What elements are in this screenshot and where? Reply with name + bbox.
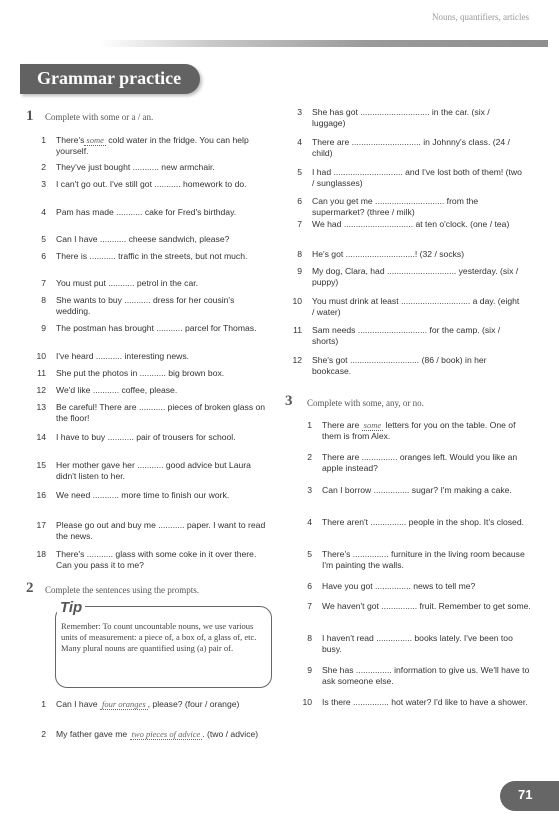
item-number: 1: [41, 135, 46, 145]
item-text: Pam has made ........... cake for Fred's birthday.: [56, 207, 237, 217]
item-number: 8: [307, 633, 312, 643]
running-head: Nouns, quantifiers, articles: [432, 12, 529, 22]
item-number: 9: [297, 266, 302, 276]
item-number: 15: [36, 460, 46, 470]
item-number: 10: [292, 296, 302, 306]
item-text-post: cold water in the fridge. You can help yourself.: [56, 135, 249, 157]
item-number: 3: [41, 179, 46, 189]
item-number: 9: [307, 665, 312, 675]
item-text: My dog, Clara, had ............................. yesterday. (six / puppy): [312, 266, 519, 288]
handwritten-answer: some: [86, 135, 104, 145]
item-text-pre: Can I have: [56, 699, 100, 709]
item-number: 3: [297, 107, 302, 117]
item-text: He's got .............................! (32 / socks): [312, 249, 465, 259]
item-number: 6: [41, 251, 46, 261]
item-number: 8: [41, 295, 46, 305]
item-text: We need ........... more time to finish our work.: [56, 490, 230, 500]
item-number: 11: [293, 325, 302, 335]
item-text: They've just bought ........... new armchair.: [56, 162, 215, 172]
section-number: 3: [285, 393, 293, 409]
item-number: 1: [41, 699, 46, 709]
item-text: Can you get me ............................. from the supermarket? (three / milk): [312, 196, 479, 218]
item-number: 10: [302, 697, 312, 707]
item-text: There aren't ............... people in the shop. It's closed.: [322, 517, 524, 527]
item-text: Have you got ............... news to tell me?: [322, 581, 476, 591]
item-text: There are ............................. in Johnny's class. (24 / child): [312, 137, 510, 159]
item-text: I can't go out. I've still got ........... homework to do.: [56, 179, 247, 189]
item-number: 5: [297, 167, 302, 177]
page-number: 71: [518, 787, 533, 802]
item-number: 12: [36, 385, 46, 395]
item-text: Can I have ........... cheese sandwich, please?: [56, 234, 230, 244]
page-number-tab: [500, 781, 559, 811]
item-number: 9: [41, 323, 46, 333]
item-text: The postman has brought ........... parcel for Thomas.: [56, 323, 257, 333]
item-number: 18: [36, 549, 46, 559]
item-text: There are ............... oranges left. Would you like an apple instead?: [322, 452, 518, 474]
item-text: You must drink at least ............................. a day. (eight / water): [312, 296, 520, 318]
item-number: 7: [307, 601, 312, 611]
item-number: 2: [307, 452, 312, 462]
item-number: 8: [297, 249, 302, 259]
page-title: Grammar practice: [37, 68, 182, 88]
item-text: I have to buy ........... pair of trousers for school.: [56, 432, 236, 442]
title-banner: [20, 64, 200, 94]
item-number: 7: [297, 219, 302, 229]
tip-text: Remember: To count uncountable nouns, we use various units of measurement: a piece of, a box of, a glass of, etc. Many plural nouns are quantified using (a) pair of.: [61, 621, 257, 653]
item-text: [56, 699, 268, 710]
item-number: 7: [41, 278, 46, 288]
item-text: You must put ........... petrol in the car.: [56, 278, 199, 288]
section-number: 1: [26, 108, 34, 124]
item-text: There's ........... glass with some coke in it over there. Can you pass it to me?: [56, 549, 257, 571]
item-text: She has got ............................. in the car. (six / luggage): [312, 107, 490, 129]
item-text-post: , please? (four / orange): [147, 699, 240, 709]
item-number: 2: [41, 729, 46, 739]
item-number: 6: [307, 581, 312, 591]
item-text: We had ............................. at ten o'clock. (one / tea): [312, 219, 510, 229]
section-number: 2: [26, 580, 34, 596]
section-instruction: Complete the sentences using the prompts.: [45, 585, 199, 595]
item-number: 13: [36, 402, 46, 412]
item-text: Please go out and buy me ........... paper. I want to read the news.: [56, 520, 266, 542]
item-text: I've heard ........... interesting news.: [56, 351, 189, 361]
item-text: Her mother gave her ........... good advice but Laura didn't listen to her.: [56, 460, 251, 482]
item-text: We'd like ........... coffee, please.: [56, 385, 178, 395]
item-text-pre: There are: [322, 420, 362, 430]
handwritten-answer: some: [363, 420, 382, 430]
item-number: 14: [36, 432, 46, 442]
item-text: Is there ............... hot water? I'd like to have a shower.: [322, 697, 528, 707]
section-instruction: Complete with some or a / an.: [45, 112, 154, 122]
item-text-pre: There's: [56, 135, 85, 145]
item-number: 10: [36, 351, 46, 361]
item-text: There's ............... furniture in the living room because I'm painting the walls.: [322, 549, 525, 571]
item-text: She has ............... information to give us. We'll have to ask someone else.: [322, 665, 530, 687]
item-number: 12: [292, 355, 302, 365]
item-text: There is ........... traffic in the streets, but not much.: [56, 251, 248, 261]
item-text: We haven't got ............... fruit. Remember to get some.: [322, 601, 531, 611]
item-text: Can I borrow ............... sugar? I'm making a cake.: [322, 485, 512, 495]
item-number: 2: [41, 162, 46, 172]
item-number: 1: [307, 420, 312, 430]
item-text: [56, 135, 268, 158]
item-number: 4: [41, 207, 46, 217]
item-number: 5: [307, 549, 312, 559]
item-number: 4: [297, 137, 302, 147]
tip-label: Tip: [57, 599, 85, 616]
item-text: Be careful! There are ........... pieces of broken glass on the floor!: [56, 402, 266, 424]
item-text: [322, 420, 532, 443]
handwritten-answer: two pieces of advice: [131, 729, 201, 739]
item-number: 16: [36, 490, 46, 500]
item-text: I had ............................. and I've lost both of them! (two / sunglasses): [312, 167, 522, 189]
item-text-post: letters for you on the table. One of them is from Alex.: [322, 420, 516, 442]
item-text: [56, 729, 268, 740]
item-number: 11: [37, 368, 46, 378]
header-rule: [100, 40, 548, 47]
item-text-pre: My father gave me: [56, 729, 130, 739]
item-text-post: . (two / advice): [202, 729, 259, 739]
item-number: 5: [41, 234, 46, 244]
item-number: 3: [307, 485, 312, 495]
handwritten-answer: four oranges: [101, 699, 146, 709]
item-text: She's got ............................. (86 / book) in her bookcase.: [312, 355, 487, 377]
item-number: 4: [307, 517, 312, 527]
item-number: 17: [36, 520, 46, 530]
item-number: 6: [297, 196, 302, 206]
item-text: I haven't read ............... books lately. I've been too busy.: [322, 633, 513, 655]
item-text: Sam needs ............................. for the camp. (six / shorts): [312, 325, 501, 347]
item-text: She wants to buy ........... dress for her cousin's wedding.: [56, 295, 235, 317]
item-text: She put the photos in ........... big brown box.: [56, 368, 225, 378]
section-instruction: Complete with some, any, or no.: [307, 398, 424, 408]
